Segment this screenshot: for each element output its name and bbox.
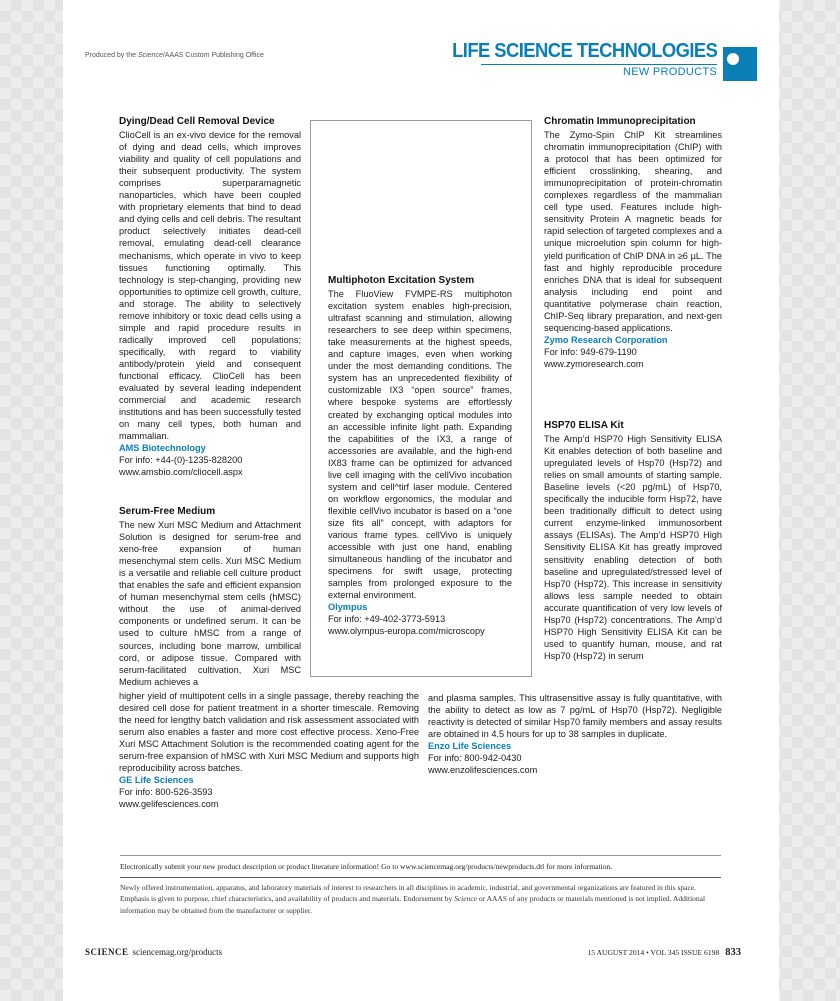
section-title: LIFE SCIENCE TECHNOLOGIES (451, 40, 717, 62)
page-number: 833 (725, 947, 741, 958)
article-serum-free (119, 506, 301, 688)
article-hsp70 (544, 420, 722, 662)
issue-footer (587, 947, 741, 958)
article-body-narrow: The new Xuri MSC Medium and Attachment Solution is designed for serum-free and xeno-free expansion of human mesenchymal stem cells. Xuri MSC Medium is a versatile and reliable cell culture product that enables the safe and efficient expansion of human mesenchymal stem cells (hMSC) without the use of animal-derived components or undefined serum. It can be used to culture hMSC from a range of sources, including bone marrow, umbilical cord, or adipose tissue. Compared with serum-facilitated cultivation, Xuri MSC Medium achieves a (119, 520, 301, 687)
article-multiphoton (328, 275, 512, 637)
article-chromatin (544, 116, 722, 370)
footer-rule-bottom (120, 877, 721, 878)
disclaimer-part-a: Newly offered instrumentation, apparatus, and laboratory materials of interest to researchers in all disciplines in academic, industrial, and governmental organizations are featured in this space. Emphasis is given to purpose, chief characteristics, and availability of products and materials. Endorsement by (120, 883, 696, 904)
article-heading: Chromatin Immunoprecipitation (544, 116, 696, 127)
submit-note: Electronically submit your new product description or product literature information! Go to www.sciencemag.org/products/newproducts.dtl for more information. (120, 862, 613, 871)
credit-suffix: /AAAS Custom Publishing Office (162, 52, 264, 59)
company-name: AMS Biotechnology (119, 443, 206, 454)
article-body-wide: and plasma samples. This ultrasensitive assay is fully quantitative, with the ability to detect as low as 7 pg/mL of Hsp70 (Hsp72). Negligible reactivity is detected of similar Hsp70 family members and assay results are obtained in 4.5 hours for up to 38 samples in duplicate. (428, 693, 722, 740)
article-body: The FluoView FVMPE-RS multiphoton excitation system enables high-precision, ultrafast scanning and stimulation, allowing researchers to see deep within specimens, take measurements at the highest speeds, and capture images, even when working under the most demanding conditions. The system has an unprecedented flexibility of customizable IX3 “open source” frames, where bespoke systems are effortlessly created by exchanging optical modules into an accessible infinite light path. Expanding the capabilities of the IX3, a range of accessories are available, and the high-end IX83 frame can be optimized for advanced live cell imaging with the cellVivo incubation system and cell^tirf laser module. Centered on workflow ergonomics, the modular and flexible cellVivo incubator is based on a “one size fits all” concept, with adaptors for various frame types. cellVivo is uniquely accessible with just one hand, enabling simultaneous handling of the incubator and specimens for swift usage, protecting samples from prolonged exposure to the external environment. (328, 289, 512, 601)
company-url[interactable]: www.olympus-europa.com/microscopy (328, 626, 485, 637)
disclaimer (120, 882, 724, 916)
company-url[interactable]: www.gelifesciences.com (119, 799, 219, 810)
journal-footer (85, 947, 222, 957)
company-name: GE Life Sciences (119, 775, 194, 786)
journal-name: SCIENCE (85, 947, 129, 957)
company-name: Zymo Research Corporation (544, 334, 668, 345)
journal-url[interactable]: sciencemag.org/products (132, 947, 223, 957)
article-dying-cell (119, 116, 301, 478)
company-name: Enzo Life Sciences (428, 741, 512, 752)
disclaimer-italic: Science (454, 894, 477, 904)
company-url[interactable]: www.zymoresearch.com (544, 358, 644, 369)
disclaimer-part-b: or AAAS of any products or materials mentioned is not implied. Additional information may be obtained from the manufacturer or supplier. (120, 894, 706, 915)
article-body: ClioCell is an ex-vivo device for the removal of dying and dead cells, which improves viability and quality of cell populations and their subsequent productivity. The system comprises superparamagnetic nanoparticles, which have been coupled with proprietary elements that bind to dead and dying cells and cell debris. The resultant product selectively initiates dead-cell removal, emulating dead-cell clearance mechanisms, which operate in vivo to keep tissues functioning optimally. This technology is step-changing, providing new opportunities to optimize cell growth, culture, and storage. The ability to selectively remove inhibitory or toxic dead cells using a simple and rapid procedure results in radically improved cell populations; specifically, with regard to viability antibody/protein yield and consequent functional efficacy. ClioCell has been evaluated by several leading independent commercial and academic research institutions and has been successfully tested on many cell types, both human and mammalian. (119, 130, 301, 442)
publisher-credit (85, 52, 264, 59)
article-heading: Multiphoton Excitation System (328, 275, 475, 286)
article-heading: HSP70 ELISA Kit (544, 420, 624, 431)
page (63, 0, 779, 1001)
contact-info: For info: +49-402-3773-5913 (328, 614, 446, 625)
header-tab-icon (723, 47, 757, 81)
article-heading: Dying/Dead Cell Removal Device (119, 116, 275, 127)
company-url[interactable]: www.amsbio.com/cliocell.aspx (119, 467, 243, 478)
article-heading: Serum-Free Medium (119, 506, 216, 517)
article-body-wide: higher yield of multipotent cells in a single passage, thereby reaching the desired cell dose for patient treatment in a shorter timescale. Removing the need for lengthy batch validation and risk assessment associated with serum also enables a faster and more cost effective process. Xeno-Free Xuri MSC Attachment Solution is the recommended coating agent for the serum-free expansion of hMSC with Xuri MSC Medium and supports high reproducibility across batches. (119, 691, 419, 774)
header-rule (481, 64, 717, 65)
company-url[interactable]: www.enzolifesciences.com (428, 765, 538, 776)
credit-italic: Science (137, 52, 163, 59)
article-body: The Zymo-Spin ChIP Kit streamlines chromatin immunoprecipitation (ChIP) with a protocol that has been optimized for efficient crosslinking, shearing, and immunoprecipitation of protein-chromatin complexes regardless of the mammalian cell type used. Features include high-sensitivity Protein A magnetic beads for rapid selection of targeted complexes and a unique microelution spin column for high-yield purification of ChIP DNA in ≥6 µL. The fast and highly reproducible procedure enriches DNA that is ideal for subsequent analysis including end point and quantitative polymerase chain reaction, ChIP-Seq library preparation, and next-gen sequencing-based applications. (544, 130, 722, 333)
contact-info: For info: 949-679-1190 (544, 346, 637, 357)
contact-info: For info: 800-526-3593 (119, 787, 213, 798)
header-dot-icon (727, 53, 739, 65)
article-serum-free-wide (119, 690, 419, 810)
article-hsp70-wide (428, 692, 722, 776)
article-body-narrow: The Amp’d HSP70 High Sensitivity ELISA Kit enables detection of both baseline and upregulated levels of Hsp70 (Hsp72) and relies on small amounts of starting sample. Baseline levels (<20 pg/mL) of Hsp70, specifically the inducible form Hsp72, have been traditionally difficult to detect using current enzyme-linked immunosorbent assays (ELISAs). The Amp’d HSP70 High Sensitivity ELISA Kit has greatly improved sensitivity enabling detection of both baseline and upregulated/stressed level of Hsp70 (Hsp72). This increase in sensitivity allows less sample needed to obtain accurate quantification of very low levels of Hsp70 (Hsp72) concentrations. The Amp’d HSP70 High Sensitivity ELISA Kit can be used to quantify human, mouse, and rat Hsp70 (Hsp72) in serum (544, 434, 722, 661)
footer-rule-top (120, 855, 721, 856)
credit-prefix: Produced by the (85, 52, 138, 59)
section-subtitle: NEW PRODUCTS (622, 66, 717, 78)
issue-info: 15 AUGUST 2014 • VOL 345 ISSUE 6198 (587, 948, 720, 957)
contact-info: For info: +44-(0)-1235-828200 (119, 455, 243, 466)
contact-info: For info: 800-942-0430 (428, 753, 522, 764)
company-name: Olympus (328, 602, 368, 613)
